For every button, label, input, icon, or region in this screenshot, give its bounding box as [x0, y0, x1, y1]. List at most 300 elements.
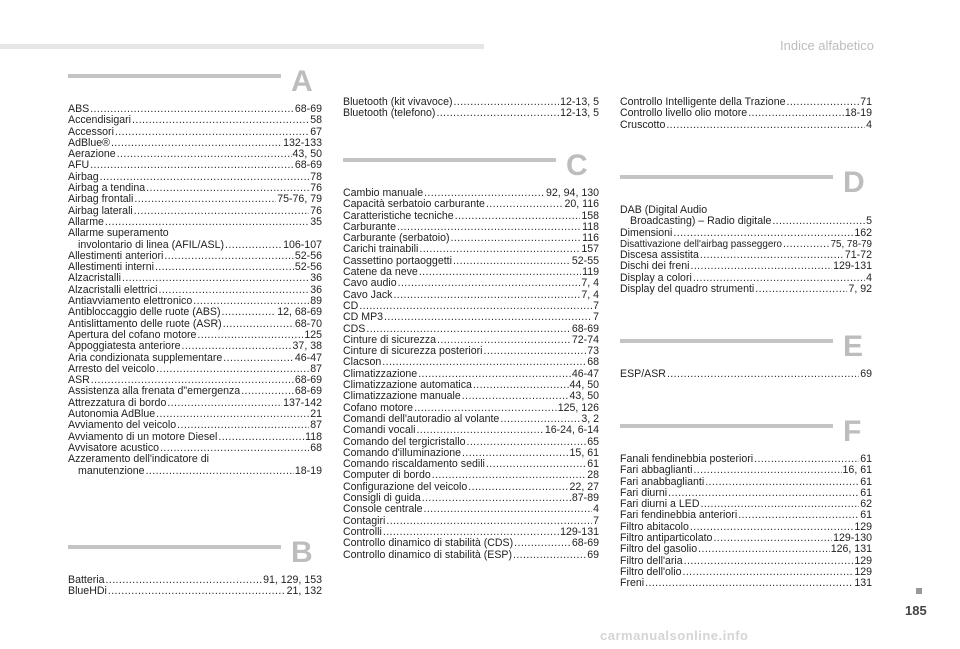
index-term: CDS	[343, 322, 366, 335]
index-term: Batteria	[68, 574, 105, 586]
dot-leader	[713, 533, 832, 544]
page-marker	[916, 588, 922, 594]
index-term: involontario di linea (AFIL/ASL)	[78, 238, 225, 251]
index-page-ref: 73	[587, 345, 599, 358]
dot-leader	[384, 312, 592, 323]
index-term: AFU	[68, 159, 90, 172]
index-page-ref: 16-24, 6-14	[544, 424, 599, 437]
index-entry	[343, 425, 599, 436]
index-term: Fari anabbaglianti	[620, 475, 705, 488]
dot-leader	[645, 578, 853, 589]
index-page-ref: 3, 2	[581, 412, 599, 425]
index-entry	[68, 586, 322, 597]
index-term: DAB (Digital Audio	[620, 204, 708, 216]
index-term: Azzeramento dell'indicatore di	[68, 453, 209, 466]
index-term: Bluetooth (telefono)	[343, 107, 436, 120]
index-page-ref: 4	[866, 118, 872, 131]
index-page-ref: 75, 78-79	[830, 238, 872, 250]
index-term: Carburante (serbatoio)	[343, 232, 450, 245]
dot-leader	[106, 575, 263, 586]
index-term: Dimensioni	[620, 226, 673, 239]
index-term: Airbag frontali	[68, 193, 134, 206]
index-term: Comando del tergicristallo	[343, 435, 466, 448]
index-term: CD	[343, 299, 359, 312]
dot-leader	[424, 504, 593, 515]
watermark: carmanualsonline.info	[600, 628, 749, 643]
index-entry	[68, 115, 322, 126]
dot-leader	[673, 228, 853, 239]
dot-leader	[422, 493, 571, 504]
index-term: Bluetooth (kit vivavoce)	[343, 96, 453, 108]
dot-leader	[134, 194, 276, 205]
index-page-ref: 20, 116	[564, 198, 599, 211]
index-page-ref: 78	[310, 170, 322, 183]
index-page-ref: 89	[310, 295, 322, 308]
index-term: Aerazione	[68, 148, 116, 161]
index-term: Fanali fendinebbia posteriori	[620, 453, 754, 465]
dot-leader	[755, 284, 847, 295]
dot-leader	[223, 319, 294, 330]
index-entry	[620, 544, 872, 555]
dot-leader	[698, 544, 830, 555]
index-page-ref: 157	[581, 243, 599, 256]
index-term: ESP/ASR	[620, 368, 666, 380]
index-term: Filtro antiparticolato	[620, 532, 713, 545]
index-term: manutenzione	[78, 464, 145, 477]
dot-leader	[748, 108, 844, 119]
section-f-header	[620, 415, 872, 454]
section-b-cont	[343, 97, 599, 120]
index-page-ref: 125, 126	[557, 401, 599, 414]
index-entry	[68, 364, 322, 375]
index-entry	[68, 206, 322, 217]
index-term: Capacità serbatoio carburante	[343, 198, 485, 211]
index-term: Airbag laterali	[68, 204, 133, 217]
dot-leader	[468, 482, 568, 493]
index-term: Configurazione del veicolo	[343, 480, 468, 493]
section-b-header	[68, 536, 322, 575]
index-entry	[68, 454, 322, 465]
index-term: Contagiri	[343, 514, 386, 527]
index-page-ref: 76	[310, 204, 322, 217]
index-term: Comandi vocali	[343, 424, 416, 437]
index-term: CD MP3	[343, 311, 384, 324]
index-page-ref: 118	[305, 430, 322, 443]
dot-leader	[462, 391, 569, 402]
dot-leader	[513, 550, 586, 561]
index-page-ref: 43, 50	[569, 390, 599, 403]
dot-leader	[197, 330, 303, 341]
index-term: Computer di bordo	[343, 469, 431, 482]
index-term: Filtro del gasolio	[620, 543, 698, 556]
index-term: Autonomia AdBlue	[68, 408, 156, 421]
index-term: Climatizzazione	[343, 367, 418, 380]
index-term: Attrezzatura di bordo	[68, 396, 167, 409]
index-entry	[620, 578, 872, 589]
index-term: Cruscotto	[620, 118, 666, 131]
index-page-ref: 35	[310, 215, 322, 228]
index-page-ref: 116	[582, 232, 599, 245]
index-list-e	[620, 369, 872, 380]
index-list-b-cont	[343, 97, 599, 120]
dot-leader	[223, 353, 294, 364]
dot-leader	[117, 149, 292, 160]
index-page-ref: 61	[860, 453, 872, 465]
dot-leader	[108, 586, 286, 597]
section-letter: D	[843, 166, 865, 199]
index-term: Cinture di sicurezza posteriori	[343, 345, 483, 358]
dot-leader	[705, 477, 859, 488]
index-page-ref: 126, 131	[830, 543, 872, 556]
index-page-ref: 7, 4	[581, 277, 599, 290]
section-e	[620, 330, 872, 380]
dot-leader	[167, 398, 282, 409]
index-page-ref: 129-131	[560, 525, 599, 538]
section-rule	[620, 175, 833, 179]
index-page-ref: 43, 50	[292, 148, 322, 161]
dot-leader	[693, 465, 841, 476]
index-term: Accendisigari	[68, 114, 132, 127]
index-page-ref: 12, 68-69	[277, 306, 322, 319]
section-c-cont	[620, 97, 872, 131]
index-term: Console centrale	[343, 503, 423, 516]
index-entry	[343, 538, 599, 549]
index-page-ref: 91, 129, 153	[263, 574, 322, 586]
section-c	[343, 149, 599, 561]
index-page-ref: 28	[587, 469, 599, 482]
index-term: Cambio manuale	[343, 187, 424, 199]
section-rule	[68, 74, 281, 78]
index-term: Comando d'illuminazione	[343, 446, 462, 459]
section-letter: B	[291, 536, 313, 569]
index-term: Allestimenti interni	[68, 261, 154, 274]
index-page-ref: 37, 38	[292, 340, 322, 353]
dot-leader	[666, 120, 865, 131]
index-entry	[68, 149, 322, 160]
index-term: Display a colori	[620, 271, 692, 284]
index-page-ref: 7, 4	[581, 288, 599, 301]
section-rule	[620, 424, 833, 428]
index-page-ref: 21, 132	[286, 585, 322, 598]
index-term: Consigli di guida	[343, 492, 421, 505]
index-term: Antislittamento delle ruote (ASR)	[68, 317, 222, 330]
index-term: ASR	[68, 374, 90, 387]
index-entry	[343, 391, 599, 402]
index-entry	[343, 290, 599, 301]
index-term: Disattivazione dell'airbag passeggero	[620, 238, 782, 250]
index-entry	[68, 194, 322, 205]
index-page-ref: 72-74	[571, 333, 599, 346]
index-entry	[343, 550, 599, 561]
index-page-ref: 118	[582, 220, 599, 233]
index-term: Appoggiatesta anteriore	[68, 340, 181, 353]
index-entry	[620, 228, 872, 239]
index-term: Airbag a tendina	[68, 182, 146, 195]
dot-leader	[738, 510, 859, 521]
dot-leader	[225, 240, 282, 251]
dot-leader	[486, 459, 586, 470]
index-page-ref: 87	[310, 362, 322, 375]
index-term: Alzacristalli elettrici	[68, 283, 158, 296]
section-e-header	[620, 330, 872, 369]
section-rule	[343, 158, 556, 162]
index-entry	[343, 108, 599, 119]
index-page-ref: 7, 92	[848, 283, 872, 296]
dot-leader	[473, 380, 569, 391]
dot-leader	[398, 278, 581, 289]
section-d	[620, 166, 872, 296]
index-term: Cofano motore	[343, 401, 414, 414]
dot-leader	[132, 115, 309, 126]
index-page-ref: 69	[860, 368, 872, 380]
index-term: Arresto del veicolo	[68, 362, 156, 375]
index-term: Carburante	[343, 220, 396, 233]
index-page-ref: 21	[310, 408, 322, 421]
dot-leader	[455, 211, 581, 222]
section-rule	[68, 545, 281, 549]
index-term: Controlli	[343, 525, 382, 538]
index-term: Controllo livello olio motore	[620, 107, 748, 120]
index-term: Assistenza alla frenata d"emergenza	[68, 385, 241, 398]
dot-leader	[486, 199, 564, 210]
dot-leader	[111, 138, 282, 149]
index-list-f	[620, 454, 872, 590]
index-list-b	[68, 575, 322, 598]
section-a-header	[68, 65, 322, 104]
section-d-header	[620, 166, 872, 205]
index-page-ref: 158	[581, 209, 599, 222]
index-page-ref: 18-19	[844, 107, 872, 120]
dot-leader	[436, 108, 559, 119]
dot-leader	[222, 307, 277, 318]
dot-leader	[146, 466, 294, 477]
index-page-ref: 129	[854, 565, 872, 578]
index-page-ref: 61	[860, 475, 872, 488]
index-entry	[343, 278, 599, 289]
dot-leader	[453, 256, 571, 267]
section-letter: C	[566, 149, 588, 182]
dot-leader	[690, 522, 853, 533]
index-page-ref: 68-69	[294, 159, 322, 172]
index-page-ref: 129-130	[833, 532, 872, 545]
section-letter: A	[291, 65, 313, 98]
index-entry	[68, 228, 322, 239]
dot-leader	[90, 160, 294, 171]
index-page-ref: 71	[860, 96, 872, 108]
section-rule	[620, 339, 833, 343]
index-entry	[68, 420, 322, 431]
index-page-ref: 87-89	[571, 492, 599, 505]
index-entry	[68, 341, 322, 352]
header-rule	[0, 44, 484, 49]
index-page-ref: 12-13, 5	[560, 96, 599, 108]
index-page-ref: 5	[866, 215, 872, 228]
dot-leader	[667, 369, 859, 380]
index-term: Antibloccaggio delle ruote (ABS)	[68, 306, 221, 319]
dot-leader	[359, 301, 592, 312]
index-page-ref: 75-76, 79	[277, 193, 322, 206]
index-entry	[343, 199, 599, 210]
index-list-c	[343, 188, 599, 561]
index-term: Filtro dell'olio	[620, 565, 682, 578]
index-page-ref: 52-56	[294, 261, 322, 274]
dot-leader	[164, 251, 294, 262]
index-term: Accessori	[68, 125, 114, 138]
index-page-ref: 62	[860, 498, 872, 511]
index-page-ref: 68-69	[571, 537, 599, 550]
index-term: Antiavviamento elettronico	[68, 295, 193, 308]
index-term: Carichi trainabili	[343, 243, 419, 256]
index-page-ref: 68-69	[294, 103, 322, 115]
section-letter: F	[843, 415, 862, 448]
index-page-ref: 18-19	[294, 464, 322, 477]
dot-leader	[156, 364, 309, 375]
index-page-ref: 22, 27	[569, 480, 599, 493]
index-list-c-cont	[620, 97, 872, 131]
index-term: Controllo dinamico di stabilità (ESP)	[343, 548, 512, 561]
index-term: Avviamento di un motore Diesel	[68, 430, 218, 443]
index-page-ref: 119	[582, 266, 599, 279]
index-page-ref: 129-131	[833, 260, 872, 273]
index-term: AdBlue®	[68, 136, 110, 149]
index-entry	[620, 284, 872, 295]
index-term: Discesa assistita	[620, 249, 699, 262]
index-term: Allarme superamento	[68, 227, 169, 240]
index-list-a	[68, 104, 322, 477]
index-term: Climatizzazione manuale	[343, 390, 461, 403]
index-entry	[620, 216, 872, 227]
index-entry	[343, 312, 599, 323]
index-term: Airbag	[68, 170, 99, 183]
index-term: Fari fendinebbia anteriori	[620, 509, 738, 522]
index-page-ref: 132-133	[283, 136, 322, 149]
page-number: 185	[905, 603, 927, 618]
index-term: Freni	[620, 577, 645, 590]
index-page-ref: 44, 50	[569, 379, 599, 392]
index-term: Allestimenti anteriori	[68, 249, 164, 262]
index-term: Cassettino portaoggetti	[343, 254, 452, 267]
index-term: Controllo Intelligente della Trazione	[620, 96, 786, 108]
index-term: Avvisatore acustico	[68, 441, 160, 454]
index-page-ref: 162	[854, 226, 872, 239]
section-b	[68, 536, 322, 598]
index-entry	[620, 465, 872, 476]
index-page-ref: 76	[310, 182, 322, 195]
index-page-ref: 68	[310, 441, 322, 454]
index-page-ref: 46-47	[571, 367, 599, 380]
index-entry	[620, 369, 872, 380]
index-term: Caratteristiche tecniche	[343, 209, 454, 222]
dot-leader	[700, 250, 844, 261]
index-page-ref: 68-70	[294, 317, 322, 330]
index-page-ref: 7	[593, 311, 599, 324]
index-page-ref: 36	[310, 272, 322, 285]
dot-leader	[393, 290, 580, 301]
dot-leader	[484, 346, 587, 357]
index-term: Display del quadro strumenti	[620, 283, 755, 296]
index-page-ref: 68-69	[571, 322, 599, 335]
index-term: Broadcasting) – Radio digitale	[630, 215, 772, 228]
index-term: Cavo Jack	[343, 288, 393, 301]
index-entry	[68, 466, 322, 477]
section-f	[620, 415, 872, 590]
dot-leader	[683, 567, 854, 578]
index-entry	[343, 346, 599, 357]
index-page-ref: 68-69	[294, 374, 322, 387]
index-term: Dischi dei freni	[620, 260, 690, 273]
index-page-ref: 52-56	[294, 249, 322, 262]
index-page-ref: 137-142	[283, 396, 322, 409]
index-term: Cavo audio	[343, 277, 397, 290]
index-page-ref: 58	[310, 114, 322, 127]
index-page-ref: 36	[310, 283, 322, 296]
index-page-ref: 92, 94, 130	[545, 187, 599, 199]
dot-leader	[115, 127, 309, 138]
index-term: Clacson	[343, 356, 382, 369]
index-term: Fari diurni	[620, 486, 668, 499]
dot-leader	[454, 97, 560, 108]
index-term: Cinture di sicurezza	[343, 333, 437, 346]
index-page-ref: 129	[854, 520, 872, 533]
index-entry	[68, 307, 322, 318]
dot-leader	[514, 538, 571, 549]
page-header-title: Indice alfabetico	[780, 38, 874, 53]
index-entry	[620, 108, 872, 119]
index-page-ref: 4	[866, 271, 872, 284]
index-page-ref: 61	[587, 458, 599, 471]
index-page-ref: 68-69	[294, 385, 322, 398]
section-letter: E	[843, 330, 864, 363]
index-term: Fari diurni a LED	[620, 498, 700, 511]
section-a	[68, 65, 322, 477]
index-page-ref: 4	[593, 503, 599, 516]
dot-leader	[684, 556, 854, 567]
index-term: ABS	[68, 103, 90, 115]
dot-leader	[772, 216, 865, 227]
dot-leader	[155, 262, 294, 273]
index-page-ref: 125	[304, 328, 322, 341]
index-page-ref: 65	[587, 435, 599, 448]
index-page-ref: 67	[310, 125, 322, 138]
index-term: Comando riscaldamento sedili	[343, 458, 485, 471]
index-list-d	[620, 205, 872, 295]
index-page-ref: 61	[860, 509, 872, 522]
section-c-header	[343, 149, 599, 188]
index-term: Aria condizionata supplementare	[68, 351, 223, 364]
index-page-ref: 87	[310, 419, 322, 432]
index-term: Alzacristalli	[68, 272, 121, 285]
index-page-ref: 52-55	[571, 254, 599, 267]
index-term: Filtro abitacolo	[620, 520, 689, 533]
index-term: Filtro dell'aria	[620, 554, 683, 567]
index-term: Comandi dell'autoradio al volante	[343, 412, 500, 425]
index-page-ref: 71-72	[844, 249, 872, 262]
index-term: BlueHDi	[68, 585, 107, 598]
index-page-ref: 106-107	[283, 238, 322, 251]
dot-leader	[451, 233, 582, 244]
index-term: Fari abbaglianti	[620, 464, 693, 477]
index-page-ref: 68	[587, 356, 599, 369]
dot-leader	[177, 420, 309, 431]
index-page-ref: 69	[587, 548, 599, 561]
dot-leader	[466, 437, 586, 448]
dot-leader	[182, 341, 292, 352]
index-page-ref: 61	[860, 486, 872, 499]
dot-leader	[419, 267, 581, 278]
index-page-ref: 129	[854, 554, 872, 567]
index-term: Controllo dinamico di stabilità (CDS)	[343, 537, 514, 550]
index-term: Climatizzazione automatica	[343, 379, 472, 392]
